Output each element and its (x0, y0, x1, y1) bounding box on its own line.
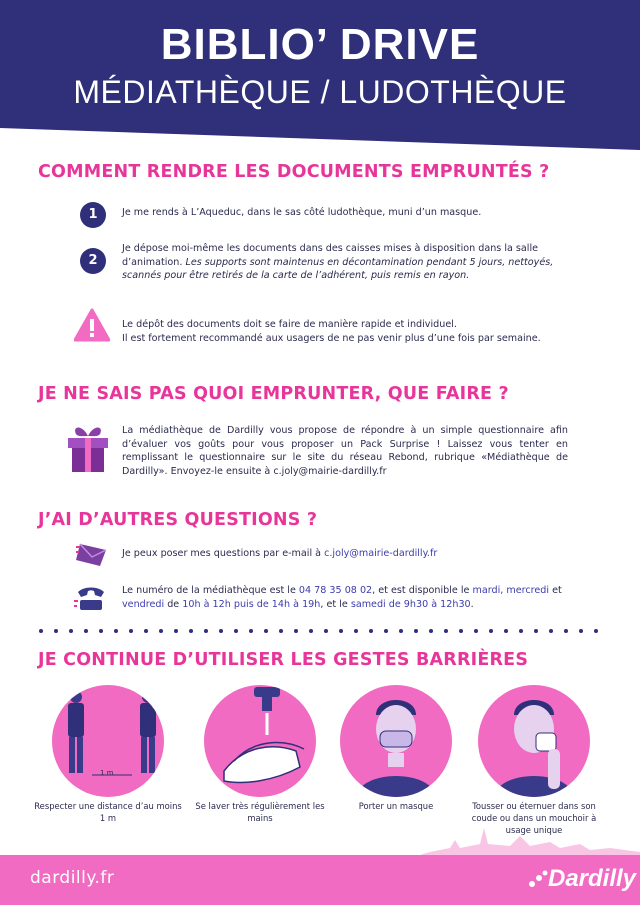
divider-dot (174, 629, 178, 633)
divider-dot (489, 629, 493, 633)
borrow-text: La médiathèque de Dardilly vous propose de répondre à un simple questionnaire afin d’évaluer vos goûts pour vous proposer un Pack Surprise ! Laissez vous tenter en remplissant le questionnaire sur le site du réseau Rebond, rubrique «Médiathèque de Dardilly». Envoyez-le ensuite à c.joly@mairie-dardilly.fr (122, 425, 568, 477)
gift-icon (64, 422, 112, 474)
email-link[interactable]: c.joly@mairie-dardilly.fr (324, 548, 438, 559)
caption-cough: Tousser ou éternuer dans son coude ou dans un mouchoir à usage unique (471, 801, 597, 835)
section-title-borrow: JE NE SAIS PAS QUOI EMPRUNTER, QUE FAIRE ? (38, 384, 509, 404)
divider-dot (84, 629, 88, 633)
phone-icon (74, 584, 108, 614)
step-2-plain: Je dépose moi-même les documents dans des caisses mises à disposition dans la salle d’animation. (122, 243, 539, 268)
divider-dot (69, 629, 73, 633)
step-1-text: Je me rends à L’Aqueduc, dans le sas côté ludothèque, muni d’un masque. (122, 207, 482, 218)
website-link[interactable]: dardilly.fr (30, 868, 115, 888)
cough-icon (478, 685, 590, 797)
days-2: vendredi (122, 598, 165, 610)
email-row (122, 547, 568, 561)
page-title: BIBLIO’ DRIVE (160, 20, 480, 69)
phone-pre: Le numéro de la médiathèque est le (122, 585, 296, 596)
divider-dot (414, 629, 418, 633)
step-2-badge: 2 (80, 248, 106, 274)
divider-dot (234, 629, 238, 633)
from-text: de (167, 598, 180, 610)
dotted-divider (38, 628, 604, 634)
warning-line-2: Il est fortement recommandé aux usagers de ne pas venir plus d’une fois par semaine. (122, 332, 541, 344)
divider-dot (219, 629, 223, 633)
step-2-text (122, 242, 568, 283)
divider-dot (339, 629, 343, 633)
divider-dot (99, 629, 103, 633)
mask-icon (340, 685, 452, 797)
divider-dot (459, 629, 463, 633)
divider-dot (369, 629, 373, 633)
warning-line-1: Le dépôt des documents doit se faire de manière rapide et individuel. (122, 319, 457, 330)
section-title-questions: J’AI D’AUTRES QUESTIONS ? (38, 510, 318, 530)
warning-icon (74, 308, 110, 342)
divider-dot (159, 629, 163, 633)
and-text: et (552, 585, 562, 596)
email-icon (76, 540, 108, 568)
mask-illustration (340, 685, 452, 797)
period: . (470, 598, 474, 610)
divider-dot (204, 629, 208, 633)
divider-dot (189, 629, 193, 633)
divider-dot (309, 629, 313, 633)
cough-illustration (478, 685, 590, 797)
phone-row (122, 584, 568, 611)
email-label: Je peux poser mes questions par e-mail à (122, 548, 322, 559)
distance-label: 1 m (100, 769, 114, 777)
divider-dot (444, 629, 448, 633)
phone-mid: , et est disponible le (372, 585, 470, 596)
page-subtitle: MÉDIATHÈQUE / LUDOTHÈQUE (73, 74, 567, 110)
divider-dot (564, 629, 568, 633)
divider-dot (384, 629, 388, 633)
step-2-italic: Les supports sont maintenus en décontamination pendant 5 jours, nettoyés, scannés pour être retirés de la carte de l’adhérent, puis remis en rayon. (122, 256, 554, 281)
divider-dot (594, 629, 598, 633)
divider-dot (549, 629, 553, 633)
divider-dot (504, 629, 508, 633)
section-title-barrier: JE CONTINUE D’UTILISER LES GESTES BARRIÈRES (38, 650, 529, 670)
divider-dot (534, 629, 538, 633)
divider-dot (144, 629, 148, 633)
section-title-return: COMMENT RENDRE LES DOCUMENTS EMPRUNTÉS ? (38, 162, 550, 182)
warning-text (122, 318, 568, 345)
people-distance-icon (52, 685, 164, 797)
logo-dots-icon (526, 868, 548, 890)
divider-dot (579, 629, 583, 633)
distance-illustration (52, 685, 164, 797)
days-3: samedi de 9h30 à 12h30 (350, 598, 471, 610)
divider-dot (519, 629, 523, 633)
divider-dot (249, 629, 253, 633)
and-the-text: , et le (320, 598, 348, 610)
divider-dot (279, 629, 283, 633)
step-1-badge: 1 (80, 202, 106, 228)
days-1: mardi, mercredi (472, 585, 550, 596)
caption-mask: Porter un masque (358, 801, 434, 811)
hours-1: 10h à 12h puis de 14h à 19h (182, 598, 321, 610)
divider-dot (294, 629, 298, 633)
divider-dot (474, 629, 478, 633)
handwash-illustration (204, 685, 316, 797)
divider-dot (399, 629, 403, 633)
dardilly-logo: Dardilly (548, 865, 637, 892)
divider-dot (129, 629, 133, 633)
handwash-icon (204, 685, 316, 797)
caption-distance: Respecter une distance d’au moins 1 m (34, 801, 182, 823)
divider-dot (354, 629, 358, 633)
town-silhouette (410, 818, 640, 858)
caption-handwash: Se laver très régulièrement les mains (195, 801, 325, 823)
divider-dot (114, 629, 118, 633)
divider-dot (324, 629, 328, 633)
divider-dot (39, 629, 43, 633)
divider-dot (429, 629, 433, 633)
phone-number[interactable]: 04 78 35 08 02 (298, 585, 373, 596)
divider-dot (264, 629, 268, 633)
divider-dot (54, 629, 58, 633)
